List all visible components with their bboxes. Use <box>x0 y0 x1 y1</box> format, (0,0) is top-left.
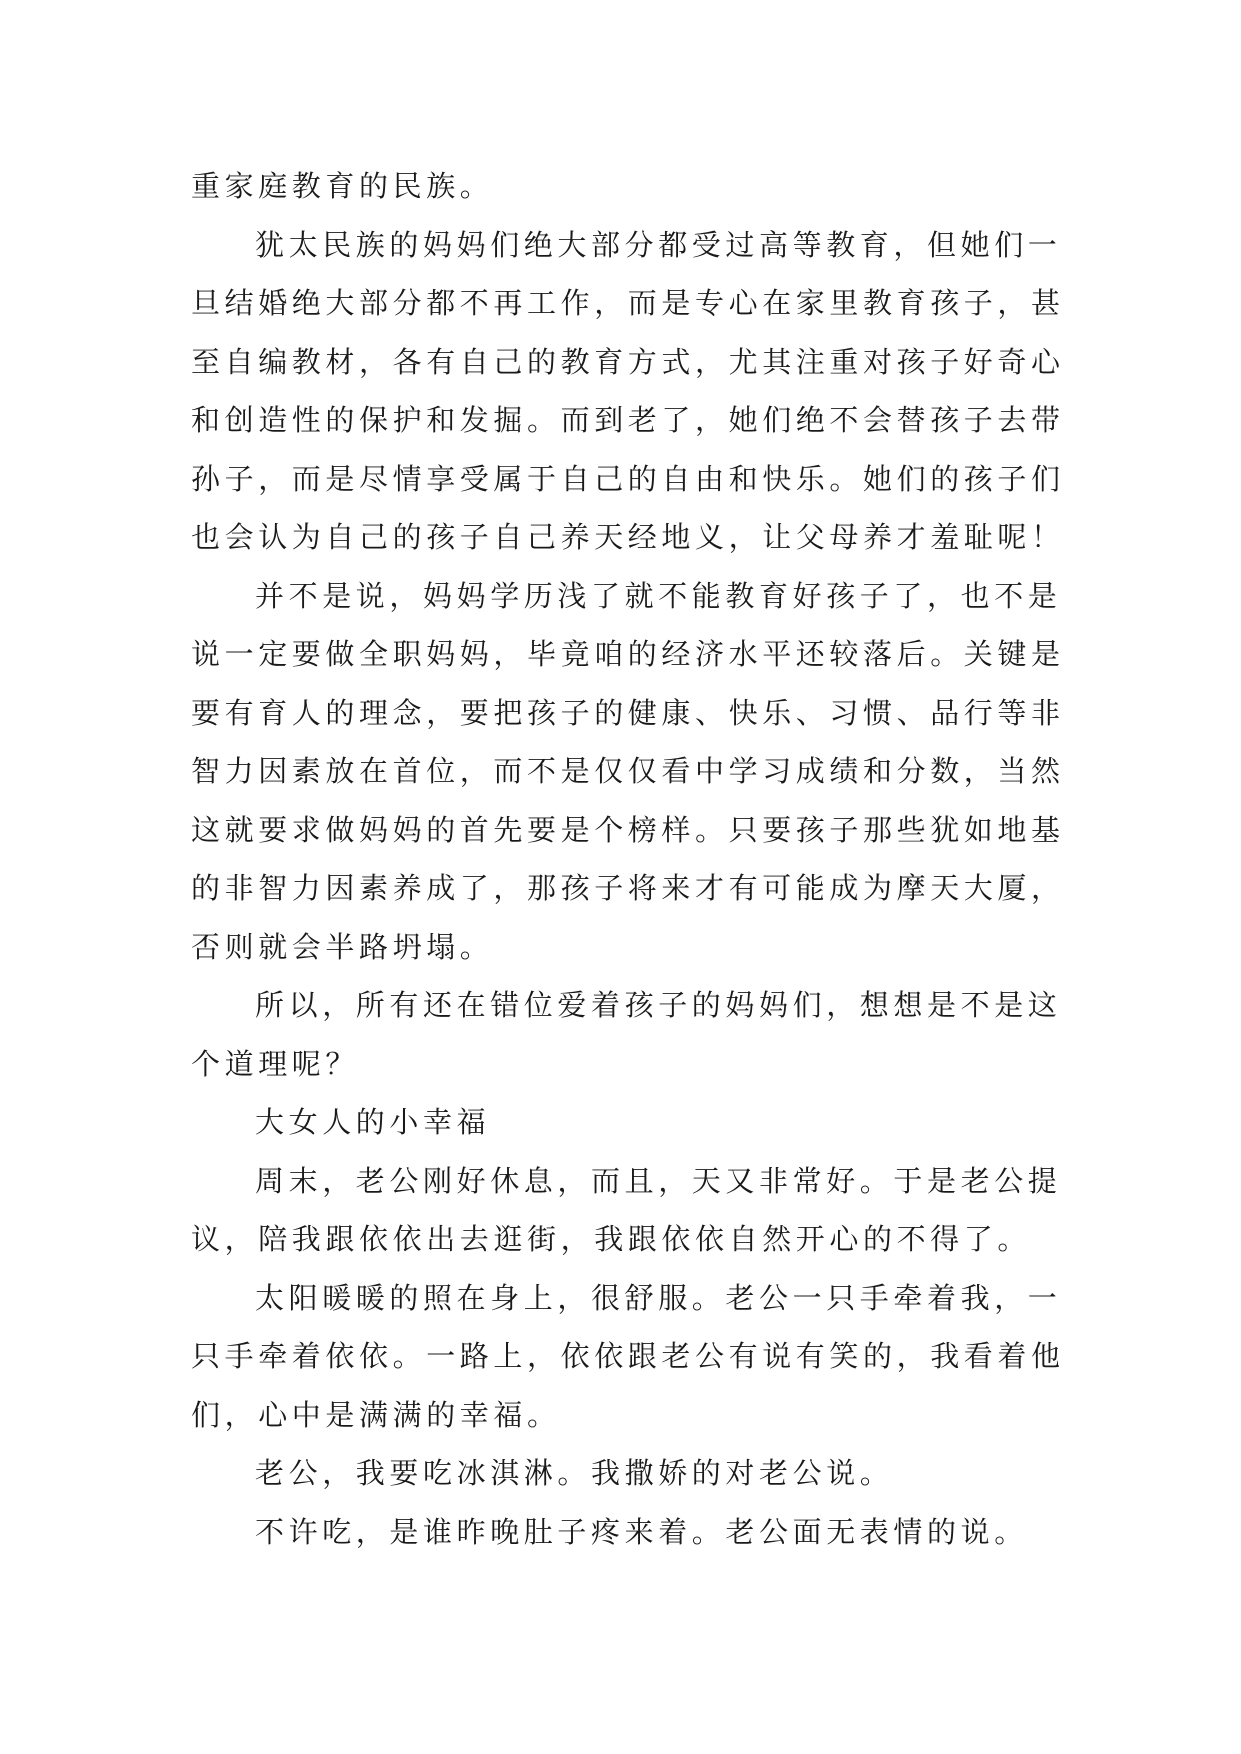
text-line: 旦结婚绝大部分都不再工作，而是专心在家里教育孩子，甚 <box>191 286 1065 320</box>
text-line: 和创造性的保护和发掘。而到老了，她们绝不会替孩子去带 <box>191 403 1065 437</box>
text-line: 个道理呢？ <box>191 1046 360 1081</box>
text-line: 至自编教材，各有自己的教育方式，尤其注重对孩子好奇心 <box>191 344 1065 379</box>
text-line: 议，陪我跟依依出去逛街，我跟依依自然开心的不得了。 <box>191 1222 1032 1256</box>
text-line: 也会认为自己的孩子自己养天经地义，让父母养才羞耻呢！ <box>191 520 1065 554</box>
text-line: 不许吃，是谁昨晚肚子疼来着。老公面无表情的说。 <box>255 1514 1028 1549</box>
text-line: 要有育人的理念，要把孩子的健康、快乐、习惯、品行等非 <box>191 695 1065 730</box>
text-line: 这就要求做妈妈的首先要是个榜样。只要孩子那些犹如地基 <box>191 812 1065 847</box>
text-line: 只手牵着依依。一路上，依依跟老公有说有笑的，我看着他 <box>191 1339 1065 1373</box>
text-line: 说一定要做全职妈妈，毕竟咱的经济水平还较落后。关键是 <box>191 637 1065 671</box>
section-heading: 大女人的小幸福 <box>255 1105 491 1139</box>
text-line: 太阳暖暖的照在身上，很舒服。老公一只手牵着我，一 <box>255 1280 1062 1315</box>
text-line: 重家庭教育的民族。 <box>191 169 494 203</box>
text-line: 的非智力因素养成了，那孩子将来才有可能成为摩天大厦， <box>191 871 1065 905</box>
text-line: 所以，所有还在错位爱着孩子的妈妈们，想想是不是这 <box>255 988 1062 1022</box>
text-line: 孙子，而是尽情享受属于自己的自由和快乐。她们的孩子们 <box>191 461 1065 496</box>
text-line: 智力因素放在首位，而不是仅仅看中学习成绩和分数，当然 <box>191 754 1065 788</box>
text-line: 们，心中是满满的幸福。 <box>191 1397 561 1432</box>
text-line: 周末，老公刚好休息，而且，天又非常好。于是老公提 <box>255 1163 1062 1198</box>
body-text <box>191 157 1071 1561</box>
text-line: 否则就会半路坍塌。 <box>191 929 494 964</box>
text-line: 老公，我要吃冰淇淋。我撒娇的对老公说。 <box>255 1456 894 1490</box>
text-line: 并不是说，妈妈学历浅了就不能教育好孩子了，也不是 <box>255 578 1062 613</box>
text-line: 犹太民族的妈妈们绝大部分都受过高等教育，但她们一 <box>255 227 1062 262</box>
